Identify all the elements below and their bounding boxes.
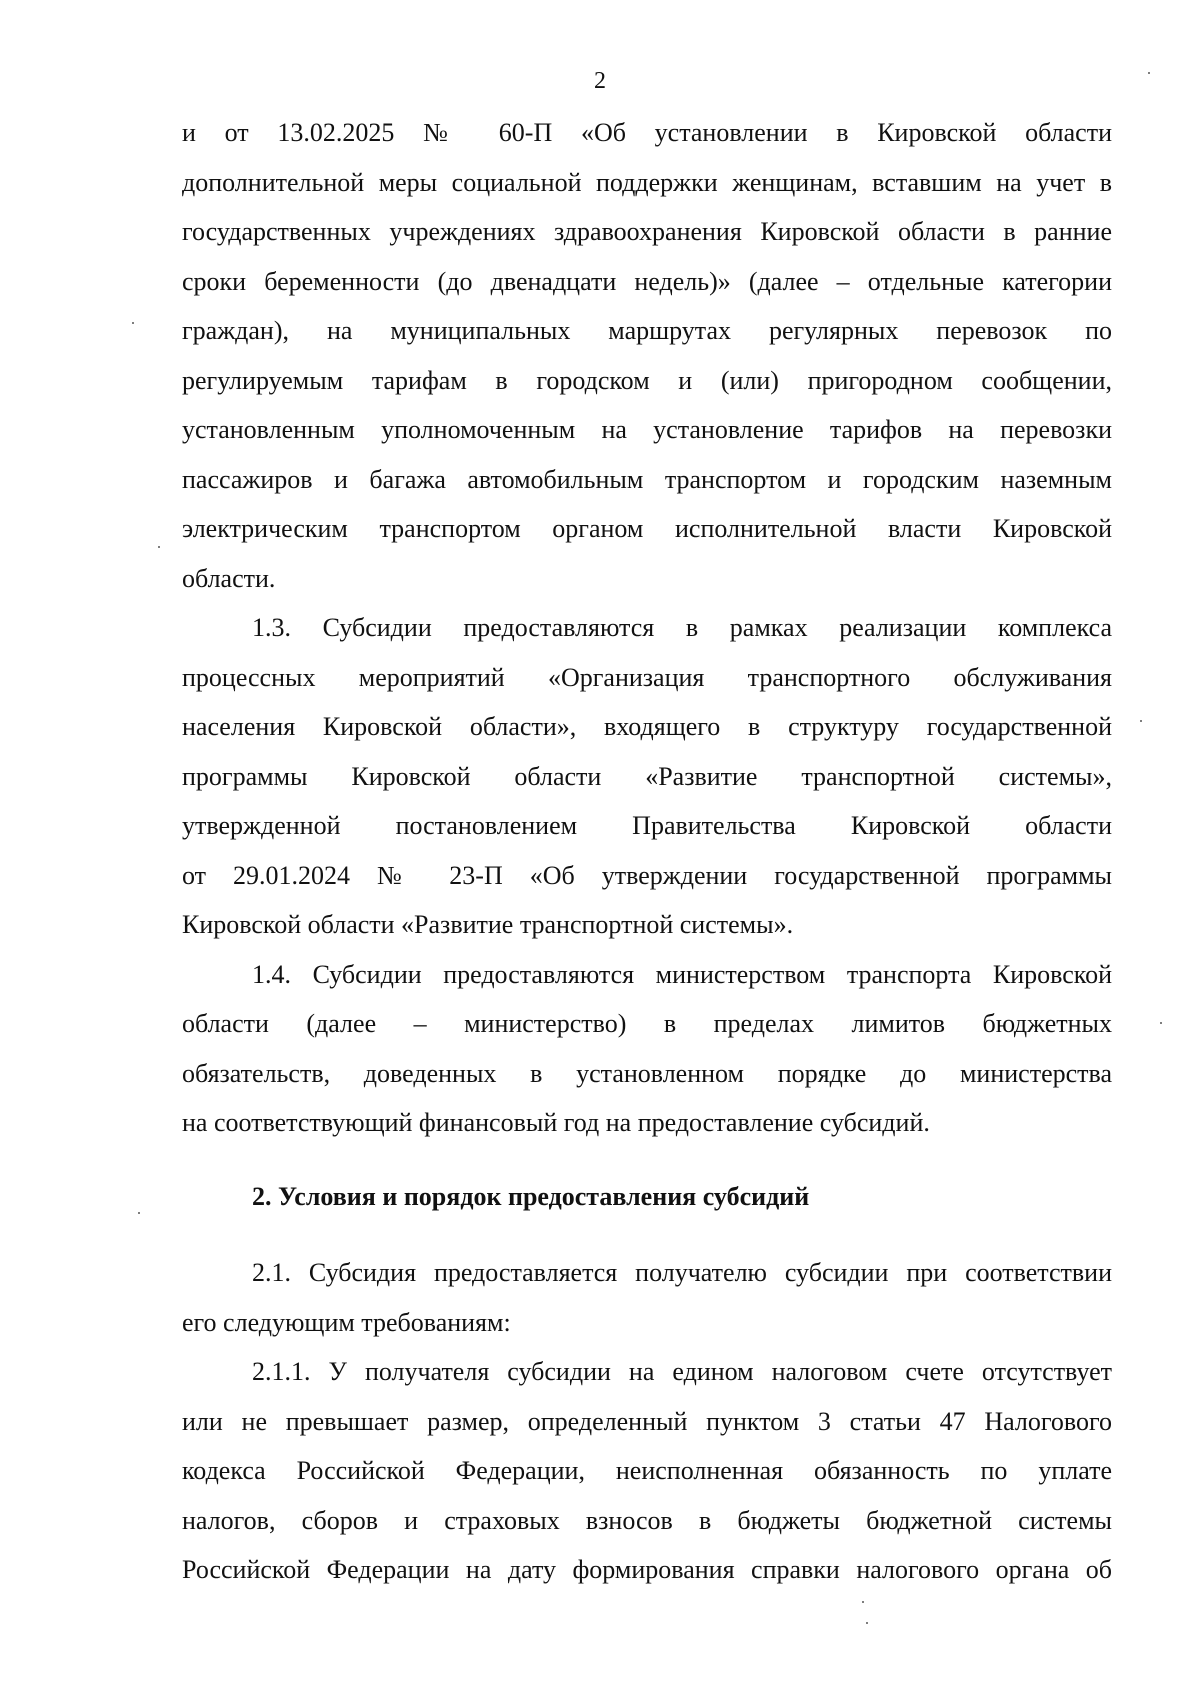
text-line: сроки беременности (до двенадцати недель)» (далее – отдельные категории (182, 266, 1112, 296)
text-line: процессных мероприятий «Организация транспортного обслуживания (182, 662, 1112, 692)
paragraph-continuation (182, 108, 1112, 603)
text-line: населения Кировской области», входящего в структуру государственной (182, 712, 1112, 741)
paragraph-1-4-first-line: 1.4. Субсидии предоставляются министерством транспорта Кировской (252, 959, 1112, 989)
scan-speck (866, 1622, 868, 1624)
paragraphs-1-3-1-4 (182, 603, 1112, 1148)
text-line: и от 13.02.2025 № 60-П «Об установлении в Кировской области (182, 118, 1112, 147)
scan-speck (1140, 720, 1142, 722)
paragraph-1-3-first-line: 1.3. Субсидии предоставляются в рамках реализации комплекса (252, 613, 1112, 642)
paragraph-2-1-1-first-line: 2.1.1. У получателя субсидии на едином налоговом счете отсутствует (252, 1357, 1112, 1386)
text-line: обязательств, доведенных в установленном порядке до министерства (182, 1058, 1112, 1088)
scan-speck (1148, 72, 1150, 74)
section-heading (182, 1172, 1112, 1222)
text-line: от 29.01.2024 № 23-П «Об утверждении государственной программы (182, 860, 1112, 890)
section-heading-text: 2. Условия и порядок предоставления субсидий (252, 1182, 810, 1211)
paragraphs-2-1 (182, 1248, 1112, 1595)
text-line: дополнительной меры социальной поддержки женщинам, вставшим на учет в (182, 167, 1112, 197)
page-number: 2 (594, 68, 606, 94)
text-line: электрическим транспортом органом исполнительной власти Кировской (182, 514, 1112, 543)
text-line: налогов, сборов и страховых взносов в бюджеты бюджетной системы (182, 1505, 1112, 1535)
text-line: регулируемым тарифам в городском и (или) пригородном сообщении, (182, 365, 1112, 395)
text-line: программы Кировской области «Развитие транспортной системы», (182, 761, 1112, 791)
text-line: установленным уполномоченным на установление тарифов на перевозки (182, 415, 1112, 444)
text-line: или не превышает размер, определенный пунктом 3 статьи 47 Налогового (182, 1406, 1112, 1436)
text-line: Кировской области «Развитие транспортной системы». (182, 910, 794, 939)
scan-speck (132, 322, 134, 324)
scan-speck (138, 1212, 140, 1214)
text-line: утвержденной постановлением Правительства Кировской области (182, 811, 1112, 840)
scan-speck (158, 546, 160, 548)
text-line: кодекса Российской Федерации, неисполненная обязанность по уплате (182, 1456, 1112, 1485)
text-line: государственных учреждениях здравоохранения Кировской области в ранние (182, 217, 1112, 246)
text-line: области. (182, 563, 276, 593)
text-line: его следующим требованиям: (182, 1307, 511, 1337)
text-line: области (далее – министерство) в пределах лимитов бюджетных (182, 1009, 1112, 1038)
text-line: на соответствующий финансовый год на предоставление субсидий. (182, 1108, 930, 1137)
paragraph-2-1-first-line: 2.1. Субсидия предоставляется получателю субсидии при соответствии (252, 1258, 1112, 1287)
text-line: пассажиров и багажа автомобильным транспортом и городским наземным (182, 464, 1112, 494)
scan-speck (1160, 1022, 1162, 1024)
text-line: граждан), на муниципальных маршрутах регулярных перевозок по (182, 316, 1112, 345)
text-line: Российской Федерации на дату формирования справки налогового органа об (182, 1555, 1112, 1584)
scan-speck (862, 1601, 864, 1603)
